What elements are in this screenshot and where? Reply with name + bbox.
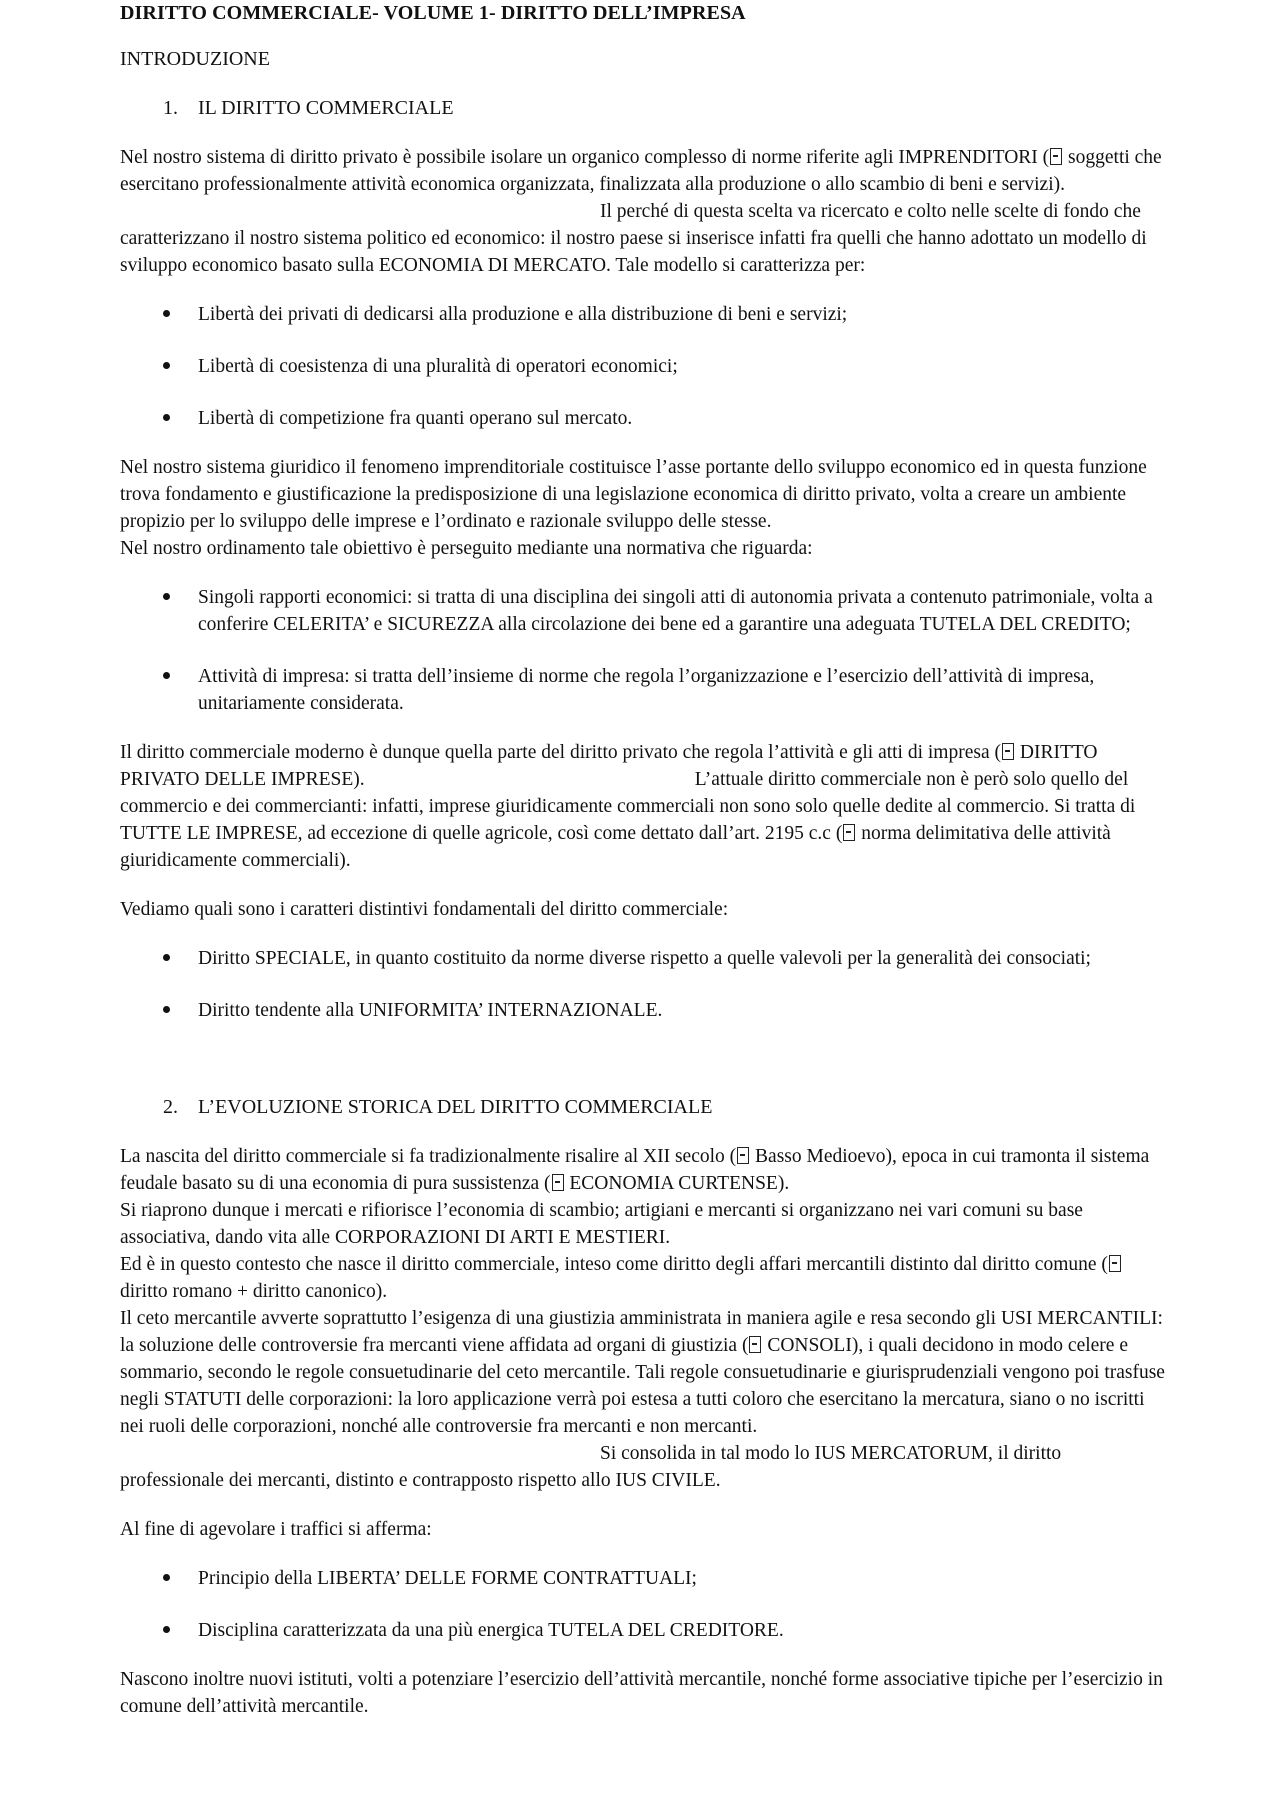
bullet-icon bbox=[120, 945, 198, 972]
text-run: L’attuale diritto commerciale non è però solo quello del commercio e dei commercianti: infatti, imprese giuridicamente commerciali non sono solo quelle dedite al commercio. Si tratta di TUTTE LE IMPRESE, ad eccezione di quelle agricole, così come dettato dall’art. 2195 c.c ( bbox=[120, 769, 1136, 844]
intro-heading: INTRODUZIONE bbox=[120, 48, 270, 70]
text-run: Nel nostro sistema di diritto privato è possibile isolare un organico complesso di norme riferite agli IMPRENDITORI ( bbox=[120, 147, 1050, 168]
bullet-icon bbox=[120, 1617, 198, 1644]
arrow-icon bbox=[737, 1147, 749, 1164]
paragraph bbox=[120, 144, 1165, 279]
paragraph bbox=[120, 1143, 1165, 1197]
bullet-icon bbox=[120, 405, 198, 432]
section-number: 1. bbox=[163, 97, 178, 119]
bullet-list bbox=[120, 945, 1165, 1024]
paragraph: Nel nostro ordinamento tale obiettivo è perseguito mediante una normativa che riguarda: bbox=[120, 538, 813, 559]
text-run: diritto romano + diritto canonico). bbox=[120, 1281, 388, 1302]
bullet-icon bbox=[120, 1565, 198, 1592]
text-run: La nascita del diritto commerciale si fa tradizionalmente risalire al XII secolo ( bbox=[120, 1146, 737, 1167]
list-item: Attività di impresa: si tratta dell’insieme di norme che regola l’organizzazione e l’esercizio dell’attività di impresa, unitariamente considerata. bbox=[120, 663, 1165, 717]
text-run: Il perché di questa scelta va ricercato e colto nelle scelte di fondo che caratterizzano il nostro sistema politico ed economico: il nostro paese si inserisce infatti fra quelli che hanno adottato un modello di sviluppo economico basato sulla ECONOMIA DI MERCATO. Tale modello si caratterizza per: bbox=[120, 201, 1147, 276]
paragraph: Nel nostro sistema giuridico il fenomeno imprenditoriale costituisce l’asse portante dello sviluppo economico ed in questa funzione trova fondamento e giustificazione la predisposizione di una legislazione economica di diritto privato, volta a creare un ambiente propizio per lo sviluppo delle imprese e l’ordinato e razionale sviluppo delle stesse. bbox=[120, 457, 1147, 532]
paragraph bbox=[120, 1305, 1165, 1494]
bullet-icon bbox=[120, 301, 198, 328]
text-run: norma delimitativa delle attività giuridicamente commerciali). bbox=[120, 823, 1111, 871]
list-item: Diritto tendente alla UNIFORMITA’ INTERNAZIONALE. bbox=[120, 997, 1165, 1024]
text-run: DIRITTO PRIVATO DELLE IMPRESE). bbox=[120, 742, 1098, 790]
arrow-icon bbox=[1050, 148, 1062, 165]
list-item: Libertà dei privati di dedicarsi alla produzione e alla distribuzione di beni e servizi; bbox=[120, 301, 1165, 328]
arrow-icon bbox=[1002, 743, 1014, 760]
text-run: Ed è in questo contesto che nasce il diritto commerciale, inteso come diritto degli affari mercantili distinto dal diritto comune ( bbox=[120, 1254, 1108, 1275]
text-run: CONSOLI), i quali decidono in modo celere e sommario, secondo le regole consuetudinarie del ceto mercantile. Tali regole consuetudinarie e giurisprudenziali vengono poi trasfuse negli STATUTI delle corporazioni: la loro applicazione verrà poi estesa a tutti coloro che esercitano la mercatura, siano o no iscritti nei ruoli delle corporazioni, nonché alle controversie fra mercanti e non mercanti. bbox=[120, 1335, 1165, 1437]
bullet-icon bbox=[120, 584, 198, 638]
bullet-icon bbox=[120, 353, 198, 380]
paragraph bbox=[120, 1251, 1165, 1305]
paragraph: Nascono inoltre nuovi istituti, volti a potenziare l’esercizio dell’attività mercantile, nonché forme associative tipiche per l’esercizio in comune dell’attività mercantile. bbox=[120, 1669, 1163, 1717]
paragraph bbox=[120, 739, 1165, 874]
paragraph: Al fine di agevolare i traffici si afferma: bbox=[120, 1519, 432, 1540]
list-item: Disciplina caratterizzata da una più energica TUTELA DEL CREDITORE. bbox=[120, 1617, 1165, 1644]
document-title: DIRITTO COMMERCIALE- VOLUME 1- DIRITTO DELL’IMPRESA bbox=[120, 2, 746, 24]
section-title: IL DIRITTO COMMERCIALE bbox=[198, 97, 454, 119]
section-title: L’EVOLUZIONE STORICA DEL DIRITTO COMMERCIALE bbox=[198, 1096, 713, 1118]
bullet-icon bbox=[120, 997, 198, 1024]
text-run: Si consolida in tal modo lo IUS MERCATORUM, il diritto professionale dei mercanti, distinto e contrapposto rispetto allo IUS CIVILE. bbox=[120, 1443, 1062, 1491]
arrow-icon bbox=[749, 1336, 761, 1353]
arrow-icon bbox=[843, 824, 855, 841]
text-run: Basso Medioevo), epoca in cui tramonta il sistema feudale basato su di una economia di pura sussistenza ( bbox=[120, 1146, 1150, 1194]
text-run: ECONOMIA CURTENSE). bbox=[564, 1173, 790, 1194]
bullet-list bbox=[120, 584, 1165, 717]
paragraph: Vediamo quali sono i caratteri distintivi fondamentali del diritto commerciale: bbox=[120, 899, 729, 920]
text-run: Il ceto mercantile avverte soprattutto l’esigenza di una giustizia amministrata in maniera agile e resa secondo gli USI MERCANTILI: la soluzione delle controversie fra mercanti viene affidata ad organi di giustizia ( bbox=[120, 1308, 1163, 1356]
bullet-icon bbox=[120, 663, 198, 717]
section-1-heading bbox=[120, 95, 1165, 122]
list-item: Diritto SPECIALE, in quanto costituito da norme diverse rispetto a quelle valevoli per la generalità dei consociati; bbox=[120, 945, 1165, 972]
arrow-icon bbox=[1109, 1255, 1121, 1272]
bullet-list bbox=[120, 1565, 1165, 1644]
list-item: Singoli rapporti economici: si tratta di una disciplina dei singoli atti di autonomia privata a contenuto patrimoniale, volta a conferire CELERITA’ e SICUREZZA alla circolazione dei bene ed a garantire una adeguata TUTELA DEL CREDITO; bbox=[120, 584, 1165, 638]
paragraph: Si riaprono dunque i mercati e rifiorisce l’economia di scambio; artigiani e mercanti si organizzano nei vari comuni su base associativa, dando vita alle CORPORAZIONI DI ARTI E MESTIERI. bbox=[120, 1200, 1083, 1248]
list-item: Libertà di coesistenza di una pluralità di operatori economici; bbox=[120, 353, 1165, 380]
arrow-icon bbox=[552, 1174, 564, 1191]
text-run: Il diritto commerciale moderno è dunque quella parte del diritto privato che regola l’attività e gli atti di impresa ( bbox=[120, 742, 1001, 763]
document-page bbox=[120, 0, 1165, 1720]
bullet-list bbox=[120, 301, 1165, 432]
section-number: 2. bbox=[163, 1096, 178, 1118]
section-2-heading bbox=[120, 1094, 1165, 1121]
text-run: soggetti che esercitano professionalmente attività economica organizzata, finalizzata alla produzione o allo scambio di beni e servizi). bbox=[120, 147, 1162, 195]
list-item: Principio della LIBERTA’ DELLE FORME CONTRATTUALI; bbox=[120, 1565, 1165, 1592]
list-item: Libertà di competizione fra quanti operano sul mercato. bbox=[120, 405, 1165, 432]
